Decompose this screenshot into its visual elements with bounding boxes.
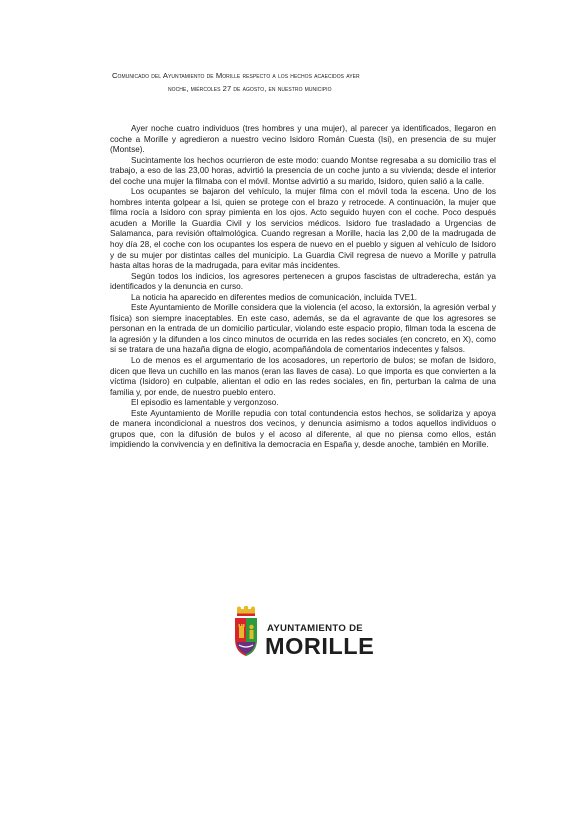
paragraph: Ayer noche cuatro individuos (tres hombres y una mujer), al parecer ya identificados, llegaron en coche a Morille y agredieron a nuestro vecino Isidoro Román Cuesta (Isi), en presencia de su mujer (Montse). (110, 124, 496, 155)
paragraph: Sucintamente los hechos ocurrieron de este modo: cuando Montse regresaba a su domicilio tras el trabajo, a eso de las 23,00 horas, advirtió la presencia de un coche junto a su vivienda; desde el interior del coche una mujer la filmaba con el móvil. Montse advirtió a su marido, Isidoro, quien salió a la calle. (110, 155, 496, 186)
title-line-2: noche, miércoles 27 de agosto, en nuestro municipio (168, 83, 332, 93)
logo-line-2: MORILLE (265, 633, 375, 659)
paragraph: Los ocupantes se bajaron del vehículo, la mujer filma con el móvil toda la escena. Uno de los hombres intenta golpear a Isi, quien se protege con el brazo y retrocede. A continuación, la mujer que filma rocía a Isidoro con spray pimienta en los ojos. Acto seguido huyen con el coche. Poco después acuden a Morille la Guardia Civil y los servicios médicos. Isidoro fue trasladado a Urgencias de Salamanca, para revisión oftalmológica. Cuando regresan a Morille, hacia las 2,00 de la madrugada de hoy día 28, el coche con los ocupantes los espera de nuevo en el pueblo y siguen al vehículo de Isidoro y de su mujer por distintas calles del municipio. La Guardia Civil regresa de nuevo a Morille y patrulla hasta altas horas de la madrugada, para evitar más incidentes. (110, 187, 496, 271)
document-title (112, 70, 472, 95)
paragraph: Lo de menos es el argumentario de los acosadores, un repertorio de bulos; se mofan de Isidoro, dicen que lleva un cuchillo en las manos (eran las llaves de casa). Lo que importa es que convierten a la víctima (Isidoro) en culpable, alientan el odio en las redes sociales, en fin, perturban la calma de una familia y, por ende, de nuestro pueblo entero. (110, 356, 496, 397)
document-body (110, 124, 496, 451)
ayuntamiento-logo (231, 606, 381, 662)
paragraph: Este Ayuntamiento de Morille repudia con total contundencia estos hechos, se solidariza y apoya de manera incondicional a nuestros dos vecinos, y denuncia asimismo a todos aquellos individuos o grupos que, con la difusión de bulos y el acoso al diferente, al que no piensa como ellos, están impidiendo la convivencia y en definitiva la democracia en España y, desde anoche, también en Morille. (110, 408, 496, 450)
paragraph: Según todos los indicios, los agresores pertenecen a grupos fascistas de ultraderecha, están ya identificados y la denuncia en curso. (110, 271, 496, 292)
logo-line-1: AYUNTAMIENTO DE (267, 623, 364, 634)
coat-of-arms-icon (231, 606, 261, 658)
paragraph: La noticia ha aparecido en diferentes medios de comunicación, incluida TVE1. (131, 292, 418, 302)
paragraph: El episodio es lamentable y vergonzoso. (131, 398, 279, 408)
paragraph: Este Ayuntamiento de Morille considera que la violencia (el acoso, la extorsión, la agresión verbal y física) son siempre inaceptables. En este caso, además, se da el agravante de que los agresores se personan en la entrada de un domicilio particular, violando este espacio propio, filman toda la escena de la agresión y la difunden a los cinco minutos de ocurrida en las redes sociales (en concreto, en X), como si se tratara de una hazaña digna de elogio, acompañándola de comentarios indecentes y falsos. (110, 303, 496, 355)
title-line-1: Comunicado del Ayuntamiento de Morille respecto a los hechos acaecidos ayer (112, 71, 360, 80)
